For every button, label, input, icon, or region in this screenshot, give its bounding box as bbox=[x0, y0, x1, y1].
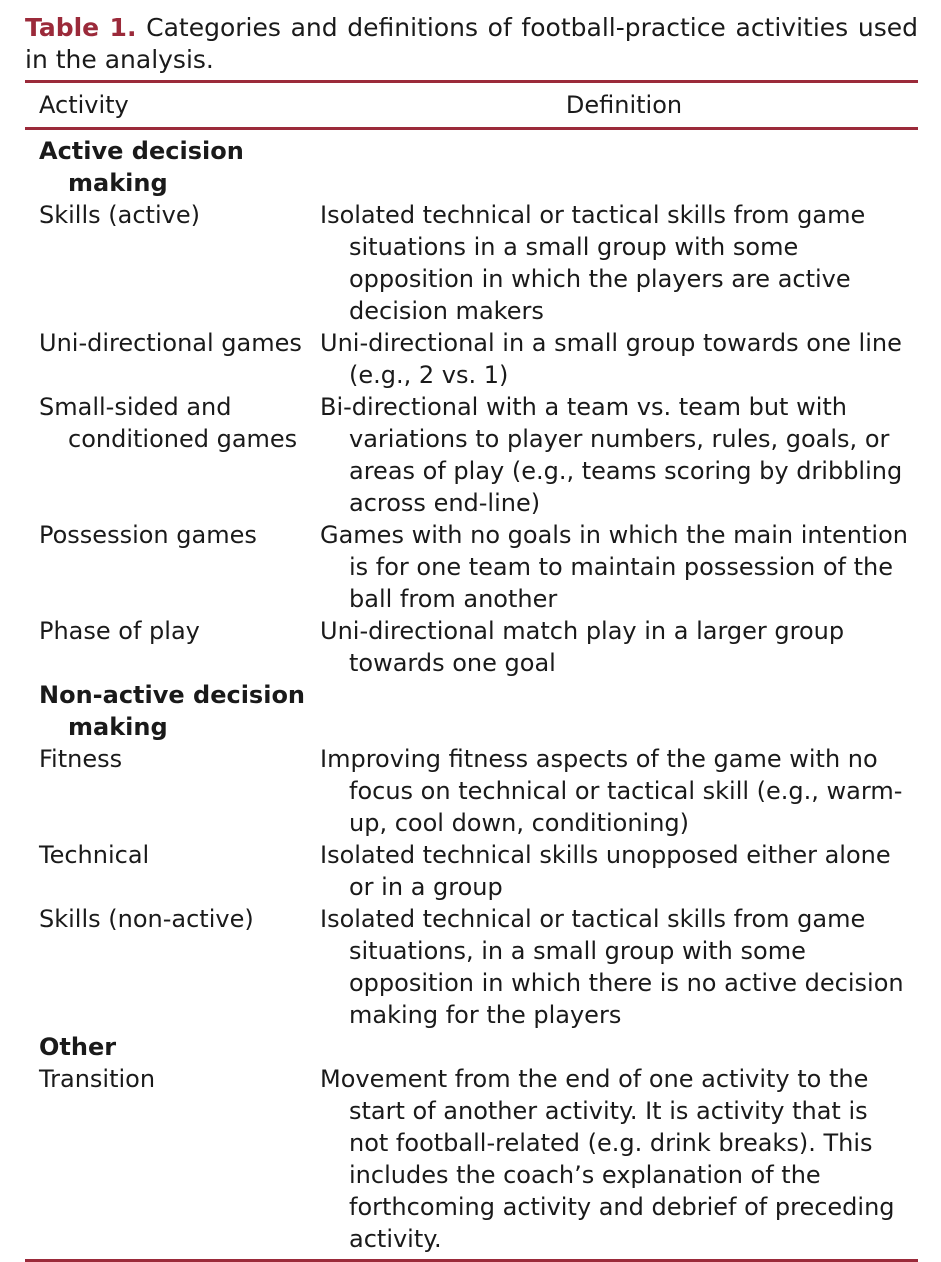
table-figure bbox=[25, 12, 918, 1262]
group-heading: Non-active decision making bbox=[39, 681, 306, 741]
header-definition: Definition bbox=[565, 91, 683, 119]
table-row bbox=[25, 615, 918, 679]
table-row bbox=[25, 199, 918, 327]
table-header bbox=[25, 83, 918, 127]
table-row bbox=[25, 839, 918, 903]
caption-text: Categories and definitions of football-practice activities used in the analysis. bbox=[25, 13, 918, 74]
activity-cell: Phase of play bbox=[39, 617, 200, 645]
table-row bbox=[25, 743, 918, 839]
definition-cell: Games with no goals in which the main intention is for one team to maintain possession of the ball from another bbox=[320, 521, 908, 613]
activity-cell: Fitness bbox=[39, 745, 123, 773]
activity-cell: Skills (active) bbox=[39, 201, 200, 229]
definition-cell: Uni-directional match play in a larger group towards one goal bbox=[320, 617, 845, 677]
table-row bbox=[25, 391, 918, 519]
table-row bbox=[25, 903, 918, 1031]
group-heading: Other bbox=[39, 1033, 117, 1061]
definition-cell: Isolated technical skills unopposed either alone or in a group bbox=[320, 841, 891, 901]
definition-cell: Isolated technical or tactical skills from game situations in a small group with some opposition in which the players are active decision makers bbox=[320, 201, 866, 325]
activity-cell: Small-sided and conditioned games bbox=[39, 393, 298, 453]
definition-cell: Improving fitness aspects of the game with no focus on technical or tactical skill (e.g., warm-up, cool down, conditioning) bbox=[320, 745, 903, 837]
table-label: Table 1. bbox=[25, 13, 137, 42]
group-heading: Active decision making bbox=[39, 137, 244, 197]
activity-cell: Transition bbox=[39, 1065, 156, 1093]
activity-cell: Skills (non-active) bbox=[39, 905, 254, 933]
activity-cell: Uni-directional games bbox=[39, 329, 302, 357]
table-body bbox=[25, 130, 918, 1259]
activity-cell: Technical bbox=[39, 841, 150, 869]
definition-cell: Isolated technical or tactical skills from game situations, in a small group with some opposition in which there is no active decision making for the players bbox=[320, 905, 904, 1029]
definition-cell: Uni-directional in a small group towards one line (e.g., 2 vs. 1) bbox=[320, 329, 902, 389]
table-row bbox=[25, 327, 918, 391]
table-row bbox=[25, 1063, 918, 1255]
definition-cell: Movement from the end of one activity to the start of another activity. It is activity that is not football-related (e.g. drink breaks). This includes the coach’s explanation of the forthcoming activity and debrief of preceding activity. bbox=[320, 1065, 895, 1253]
table-row bbox=[25, 519, 918, 615]
activity-cell: Possession games bbox=[39, 521, 257, 549]
table-caption bbox=[25, 12, 918, 76]
header-activity: Activity bbox=[39, 91, 129, 119]
definition-cell: Bi-directional with a team vs. team but with variations to player numbers, rules, goals, or areas of play (e.g., teams scoring by dribbling across end-line) bbox=[320, 393, 903, 517]
